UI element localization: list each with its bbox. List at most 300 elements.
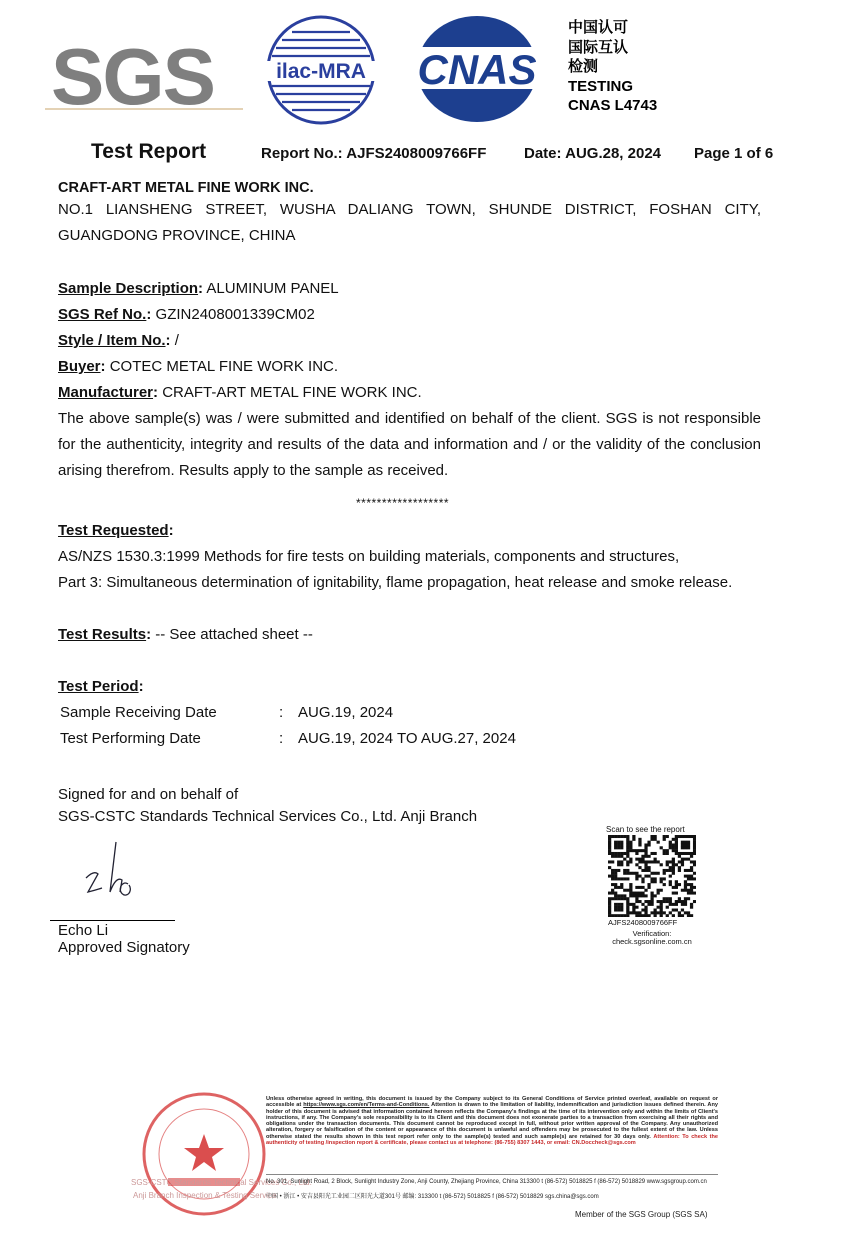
qr-module xyxy=(672,903,675,906)
qr-module xyxy=(669,843,672,846)
qr-module xyxy=(635,914,638,917)
qr-module xyxy=(690,855,693,858)
qr-module xyxy=(626,838,629,841)
qr-module xyxy=(690,877,693,880)
qr-module xyxy=(641,869,644,872)
client-name: CRAFT-ART METAL FINE WORK INC. xyxy=(58,180,314,196)
qr-module xyxy=(608,900,611,903)
period-value: AUG.19, 2024 TO AUG.27, 2024 xyxy=(298,730,516,747)
qr-module xyxy=(684,858,687,861)
qr-module xyxy=(641,892,644,895)
qr-module xyxy=(681,843,684,846)
qr-module xyxy=(608,866,611,869)
handwritten-signature xyxy=(80,840,140,900)
qr-module xyxy=(678,897,681,900)
qr-module xyxy=(635,897,638,900)
qr-module xyxy=(684,903,687,906)
period-value: AUG.19, 2024 xyxy=(298,704,394,721)
qr-module xyxy=(675,880,678,883)
qr-module xyxy=(672,863,675,866)
period-colon: : xyxy=(279,730,284,747)
qr-module xyxy=(608,903,611,906)
svg-text:CNAS: CNAS xyxy=(417,46,537,93)
qr-module xyxy=(614,909,617,912)
qr-module xyxy=(611,892,614,895)
qr-module xyxy=(687,892,690,895)
qr-module xyxy=(666,863,669,866)
qr-module xyxy=(675,863,678,866)
qr-module xyxy=(644,894,647,897)
qr-module xyxy=(632,906,635,909)
qr-module xyxy=(663,872,666,875)
qr-module xyxy=(681,841,684,844)
qr-module xyxy=(660,909,663,912)
qr-module xyxy=(608,860,611,863)
qr-module xyxy=(623,852,626,855)
qr-code-icon[interactable] xyxy=(608,835,696,917)
qr-module xyxy=(663,877,666,880)
qr-module xyxy=(626,889,629,892)
qr-module xyxy=(672,914,675,917)
qr-module xyxy=(623,858,626,861)
qr-module xyxy=(672,858,675,861)
qr-module xyxy=(660,903,663,906)
qr-module xyxy=(693,892,696,895)
qr-module xyxy=(650,900,653,903)
qr-module xyxy=(690,852,693,855)
qr-module xyxy=(675,883,678,886)
qr-module xyxy=(684,843,687,846)
qr-module xyxy=(611,835,614,838)
qr-module xyxy=(626,909,629,912)
qr-module xyxy=(617,835,620,838)
qr-module xyxy=(620,883,623,886)
qr-module xyxy=(681,914,684,917)
qr-module xyxy=(687,911,690,914)
qr-module xyxy=(675,841,678,844)
footer-divider xyxy=(266,1174,718,1175)
qr-module xyxy=(611,883,614,886)
qr-module xyxy=(644,900,647,903)
test-requested-line: AS/NZS 1530.3:1999 Methods for fire tests on building materials, components and structures, xyxy=(58,548,680,565)
qr-module xyxy=(614,841,617,844)
qr-module xyxy=(666,897,669,900)
qr-module xyxy=(623,872,626,875)
qr-module xyxy=(654,852,657,855)
qr-module xyxy=(617,897,620,900)
qr-module xyxy=(666,852,669,855)
test-results-value: -- See attached sheet -- xyxy=(155,626,313,643)
qr-module xyxy=(693,863,696,866)
qr-module xyxy=(647,869,650,872)
qr-module xyxy=(620,886,623,889)
qr-module xyxy=(684,869,687,872)
qr-module xyxy=(650,892,653,895)
qr-module xyxy=(644,846,647,849)
qr-module xyxy=(608,911,611,914)
qr-module xyxy=(672,846,675,849)
qr-module xyxy=(654,911,657,914)
qr-module xyxy=(681,852,684,855)
qr-module xyxy=(660,900,663,903)
qr-module xyxy=(617,855,620,858)
report-date: Date: AUG.28, 2024 xyxy=(524,145,662,162)
qr-module xyxy=(608,906,611,909)
qr-module xyxy=(650,838,653,841)
qr-module xyxy=(675,838,678,841)
qr-module xyxy=(620,906,623,909)
qr-module xyxy=(644,914,647,917)
qr-module xyxy=(660,863,663,866)
terms-text: Unless otherwise agreed in writing, this document is issued by the Company subject to its General Conditions of Service printed overleaf, available on request or accessible at xyxy=(266,1096,718,1109)
qr-module xyxy=(632,835,635,838)
qr-module xyxy=(675,843,678,846)
qr-module xyxy=(641,909,644,912)
qr-module xyxy=(654,894,657,897)
qr-module xyxy=(617,894,620,897)
qr-module xyxy=(654,858,657,861)
qr-module xyxy=(608,838,611,841)
qr-module xyxy=(608,835,611,838)
qr-module xyxy=(614,894,617,897)
field-value: ALUMINUM PANEL xyxy=(206,280,339,297)
qr-module xyxy=(675,900,678,903)
accreditation-line: CNAS L4743 xyxy=(568,97,658,114)
qr-module xyxy=(626,900,629,903)
field-label: Buyer xyxy=(58,358,101,375)
qr-module xyxy=(614,855,617,858)
qr-module xyxy=(638,886,641,889)
qr-module xyxy=(644,866,647,869)
qr-module xyxy=(654,838,657,841)
qr-module xyxy=(635,911,638,914)
field-label: Sample Description xyxy=(58,280,199,297)
qr-module xyxy=(647,886,650,889)
qr-module xyxy=(672,909,675,912)
stamp-overlay-text: Anji Branch Inspection & Testing Service xyxy=(133,1191,277,1200)
qr-module xyxy=(660,914,663,917)
qr-module xyxy=(644,863,647,866)
terms-link[interactable]: https://www.sgs.com/en/Terms-and-Conditions. xyxy=(303,1102,430,1109)
qr-module xyxy=(626,914,629,917)
qr-module xyxy=(644,911,647,914)
authenticity-notice: Attention: To check the authenticity of testing /inspection report & certificate, please contact us at telephone: (86-755) 8307 1443, or email: CN.Doccheck@sgs.com xyxy=(266,1133,718,1147)
qr-module xyxy=(669,866,672,869)
qr-module xyxy=(611,869,614,872)
qr-module xyxy=(614,872,617,875)
qr-module xyxy=(608,875,611,878)
verification-site: check.sgsonline.com.cn xyxy=(612,937,692,946)
qr-module xyxy=(681,835,684,838)
qr-module xyxy=(620,909,623,912)
field-value: / xyxy=(174,332,179,349)
qr-module xyxy=(687,835,690,838)
footer-address-cn: 中国 • 浙江 • 安吉县阳光工业园二区阳光大道301号 邮编: 313300 t (86-572) 5018825 f (86-572) 5018829 sgs.china@sgs.com xyxy=(266,1194,599,1200)
qr-module xyxy=(654,835,657,838)
qr-module xyxy=(611,897,614,900)
qr-module xyxy=(638,894,641,897)
qr-module xyxy=(638,841,641,844)
qr-module xyxy=(626,869,629,872)
qr-module xyxy=(672,843,675,846)
signature-line xyxy=(50,920,175,921)
qr-module xyxy=(669,911,672,914)
qr-module xyxy=(635,894,638,897)
qr-module xyxy=(611,889,614,892)
qr-module xyxy=(629,858,632,861)
qr-module xyxy=(620,860,623,863)
qr-module xyxy=(681,858,684,861)
qr-module xyxy=(629,841,632,844)
qr-module xyxy=(641,903,644,906)
qr-module xyxy=(669,869,672,872)
qr-module xyxy=(626,855,629,858)
qr-module xyxy=(626,846,629,849)
qr-module xyxy=(614,852,617,855)
qr-module xyxy=(690,903,693,906)
qr-module xyxy=(608,846,611,849)
qr-module xyxy=(611,914,614,917)
qr-module xyxy=(678,855,681,858)
test-requested-heading: Test Requested: xyxy=(58,522,174,539)
qr-verification xyxy=(610,930,694,946)
qr-module xyxy=(647,866,650,869)
qr-module xyxy=(608,914,611,917)
cnas-logo xyxy=(410,14,544,124)
qr-module xyxy=(657,911,660,914)
qr-module xyxy=(687,889,690,892)
accreditation-line: 检测 xyxy=(568,58,599,75)
qr-module xyxy=(650,911,653,914)
qr-module xyxy=(629,872,632,875)
field-row: Sample Description: ALUMINUM PANEL xyxy=(58,280,339,297)
field-value: CRAFT-ART METAL FINE WORK INC. xyxy=(162,384,422,401)
qr-module xyxy=(611,855,614,858)
qr-module xyxy=(638,911,641,914)
qr-module xyxy=(620,852,623,855)
page-indicator: Page 1 of 6 xyxy=(694,145,774,162)
qr-module xyxy=(626,843,629,846)
stamp-overlay-text: SGS-CSTC Standards Technical Services Co., Ltd. xyxy=(131,1178,312,1187)
qr-module xyxy=(663,835,666,838)
qr-module xyxy=(687,858,690,861)
qr-module xyxy=(608,841,611,844)
qr-module xyxy=(693,838,696,841)
qr-module xyxy=(611,877,614,880)
qr-module xyxy=(644,855,647,858)
qr-module xyxy=(623,914,626,917)
qr-module xyxy=(675,846,678,849)
qr-module xyxy=(641,914,644,917)
qr-module xyxy=(654,909,657,912)
field-label: Manufacturer xyxy=(58,384,154,401)
qr-module xyxy=(669,900,672,903)
qr-module xyxy=(690,875,693,878)
qr-module xyxy=(669,903,672,906)
qr-module xyxy=(620,914,623,917)
qr-module xyxy=(675,903,678,906)
qr-module xyxy=(672,838,675,841)
qr-module xyxy=(632,838,635,841)
qr-module xyxy=(632,872,635,875)
qr-module xyxy=(666,860,669,863)
qr-module xyxy=(687,841,690,844)
qr-module xyxy=(626,872,629,875)
qr-module xyxy=(638,892,641,895)
qr-module xyxy=(617,877,620,880)
qr-module xyxy=(693,877,696,880)
qr-module xyxy=(638,860,641,863)
qr-module xyxy=(644,860,647,863)
qr-module xyxy=(693,835,696,838)
qr-module xyxy=(657,860,660,863)
qr-module xyxy=(669,897,672,900)
qr-module xyxy=(672,860,675,863)
qr-module xyxy=(629,849,632,852)
qr-module xyxy=(644,869,647,872)
qr-module xyxy=(684,852,687,855)
qr-module xyxy=(635,906,638,909)
qr-module xyxy=(660,880,663,883)
qr-module xyxy=(650,894,653,897)
qr-module xyxy=(614,883,617,886)
qr-module xyxy=(663,838,666,841)
qr-module xyxy=(693,860,696,863)
qr-module xyxy=(690,886,693,889)
qr-module xyxy=(635,872,638,875)
qr-module xyxy=(663,849,666,852)
qr-module xyxy=(681,889,684,892)
qr-module xyxy=(620,877,623,880)
sample-fields xyxy=(58,276,763,406)
qr-module xyxy=(638,849,641,852)
qr-module xyxy=(629,883,632,886)
qr-module xyxy=(614,843,617,846)
qr-module xyxy=(672,886,675,889)
qr-module xyxy=(693,843,696,846)
qr-module xyxy=(632,892,635,895)
qr-module xyxy=(690,835,693,838)
qr-module xyxy=(681,903,684,906)
disclaimer-text: The above sample(s) was / were submitted and identified on behalf of the client. SGS is not responsible for the authenticity, integrity and results of the data and information and / or the validity of the conclusion arising therefrom. Results apply to the sample as received. xyxy=(58,410,761,479)
period-colon: : xyxy=(279,704,284,721)
qr-module xyxy=(654,914,657,917)
sgs-group-member: Member of the SGS Group (SGS SA) xyxy=(575,1210,708,1219)
qr-module xyxy=(635,892,638,895)
qr-module xyxy=(650,852,653,855)
terms-fine-print xyxy=(266,1096,718,1146)
qr-module xyxy=(678,860,681,863)
qr-module xyxy=(626,877,629,880)
qr-module xyxy=(693,900,696,903)
qr-module xyxy=(687,877,690,880)
qr-module xyxy=(675,886,678,889)
qr-module xyxy=(638,843,641,846)
qr-module xyxy=(663,869,666,872)
test-requested-line: Part 3: Simultaneous determination of ignitability, flame propagation, heat release and smoke release. xyxy=(58,574,733,591)
qr-module xyxy=(620,903,623,906)
qr-module xyxy=(663,911,666,914)
qr-module xyxy=(632,911,635,914)
qr-module xyxy=(632,909,635,912)
qr-module xyxy=(623,835,626,838)
qr-module xyxy=(635,863,638,866)
qr-module xyxy=(638,914,641,917)
qr-module xyxy=(626,852,629,855)
qr-module xyxy=(629,903,632,906)
qr-module xyxy=(693,841,696,844)
period-row xyxy=(60,726,580,752)
qr-module xyxy=(629,889,632,892)
qr-module xyxy=(626,835,629,838)
qr-module xyxy=(614,877,617,880)
qr-module xyxy=(620,863,623,866)
qr-module xyxy=(638,858,641,861)
qr-module xyxy=(654,860,657,863)
qr-module xyxy=(626,860,629,863)
qr-module xyxy=(663,897,666,900)
qr-module xyxy=(632,894,635,897)
qr-module xyxy=(608,843,611,846)
qr-module xyxy=(614,903,617,906)
qr-module xyxy=(617,860,620,863)
signer-name: Echo Li xyxy=(58,922,109,939)
qr-module xyxy=(617,863,620,866)
accreditation-line: TESTING xyxy=(568,77,634,95)
qr-module xyxy=(669,883,672,886)
qr-module xyxy=(644,909,647,912)
qr-module xyxy=(687,897,690,900)
qr-module xyxy=(654,872,657,875)
qr-module xyxy=(614,869,617,872)
qr-module xyxy=(693,849,696,852)
qr-module xyxy=(608,852,611,855)
qr-module xyxy=(647,903,650,906)
qr-module xyxy=(690,883,693,886)
test-period-heading: Test Period: xyxy=(58,678,144,695)
qr-module xyxy=(678,883,681,886)
qr-module xyxy=(660,906,663,909)
period-label: Test Performing Date xyxy=(60,730,201,747)
qr-module xyxy=(666,869,669,872)
qr-module xyxy=(654,877,657,880)
qr-module xyxy=(684,835,687,838)
period-label: Sample Receiving Date xyxy=(60,704,217,721)
qr-module xyxy=(620,846,623,849)
qr-module xyxy=(608,909,611,912)
qr-module xyxy=(626,863,629,866)
qr-module xyxy=(687,846,690,849)
client-address: NO.1 LIANSHENG STREET, WUSHA DALIANG TOWN, SHUNDE DISTRICT, FOSHAN CITY, GUANGDONG PROVINCE, CHINA xyxy=(58,201,761,244)
qr-module xyxy=(669,875,672,878)
qr-module xyxy=(657,872,660,875)
qr-module xyxy=(690,866,693,869)
qr-module xyxy=(650,872,653,875)
qr-module xyxy=(644,875,647,878)
qr-module xyxy=(687,843,690,846)
qr-module xyxy=(650,835,653,838)
qr-module xyxy=(666,900,669,903)
qr-module xyxy=(623,897,626,900)
qr-module xyxy=(620,835,623,838)
qr-module xyxy=(629,892,632,895)
qr-module xyxy=(666,906,669,909)
qr-module xyxy=(672,849,675,852)
qr-module xyxy=(657,889,660,892)
qr-module xyxy=(650,897,653,900)
qr-module xyxy=(678,835,681,838)
qr-module xyxy=(684,846,687,849)
